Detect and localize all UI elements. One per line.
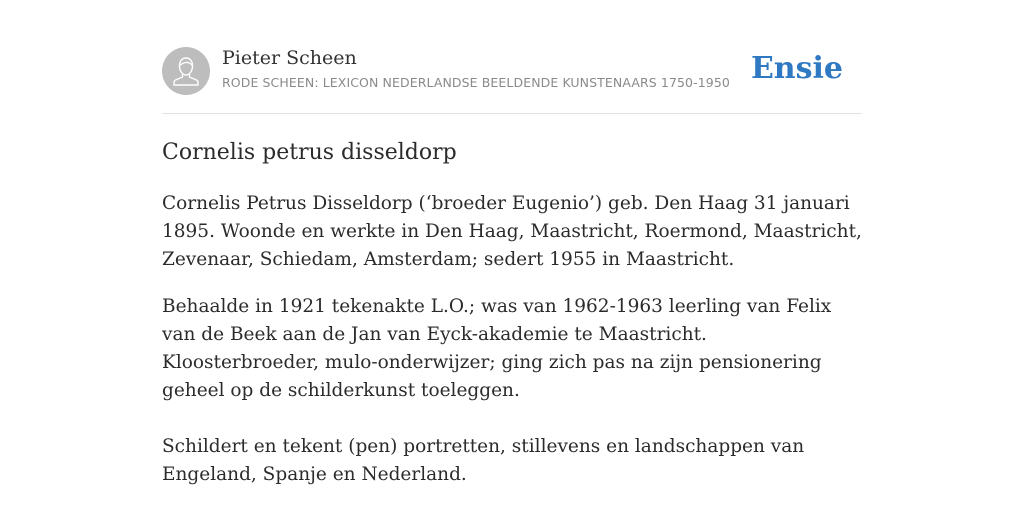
- ensie-logo[interactable]: Ensie: [750, 51, 843, 86]
- article-card: [162, 0, 862, 485]
- article-paragraph-2: Behaalde in 1921 tekenakte L.O.; was van 1962-1963 leerling van Felix van de Beek aan de Jan van Eyck-akademie te Maastricht. Kloosterbroeder, mulo-onderwijzer; ging zich pas na zijn pensionering geheel op de schilderkunst toeleggen.: [162, 296, 832, 401]
- source-title[interactable]: RODE SCHEEN: LEXICON NEDERLANDSE BEELDENDE KUNSTENAARS 1750-1950: [222, 75, 730, 90]
- user-silhouette-icon: [162, 47, 210, 95]
- article-paragraph-1: Cornelis Petrus Disseldorp (‘broeder Eugenio’) geb. Den Haag 31 januari 1895. Woonde en werkte in Den Haag, Maastricht, Roermond, Maastricht, Zevenaar, Schiedam, Amsterdam; sedert 1955 in Maastricht.: [162, 193, 862, 270]
- author-header: [162, 0, 862, 114]
- article-title: Cornelis petrus disseldorp: [162, 140, 457, 165]
- article-body: [162, 138, 862, 489]
- author-name[interactable]: Pieter Scheen: [222, 47, 357, 69]
- author-avatar[interactable]: [162, 47, 210, 95]
- article-paragraph-3: Schildert en tekent (pen) portretten, stillevens en landschappen van Engeland, Spanje en Nederland.: [162, 436, 805, 485]
